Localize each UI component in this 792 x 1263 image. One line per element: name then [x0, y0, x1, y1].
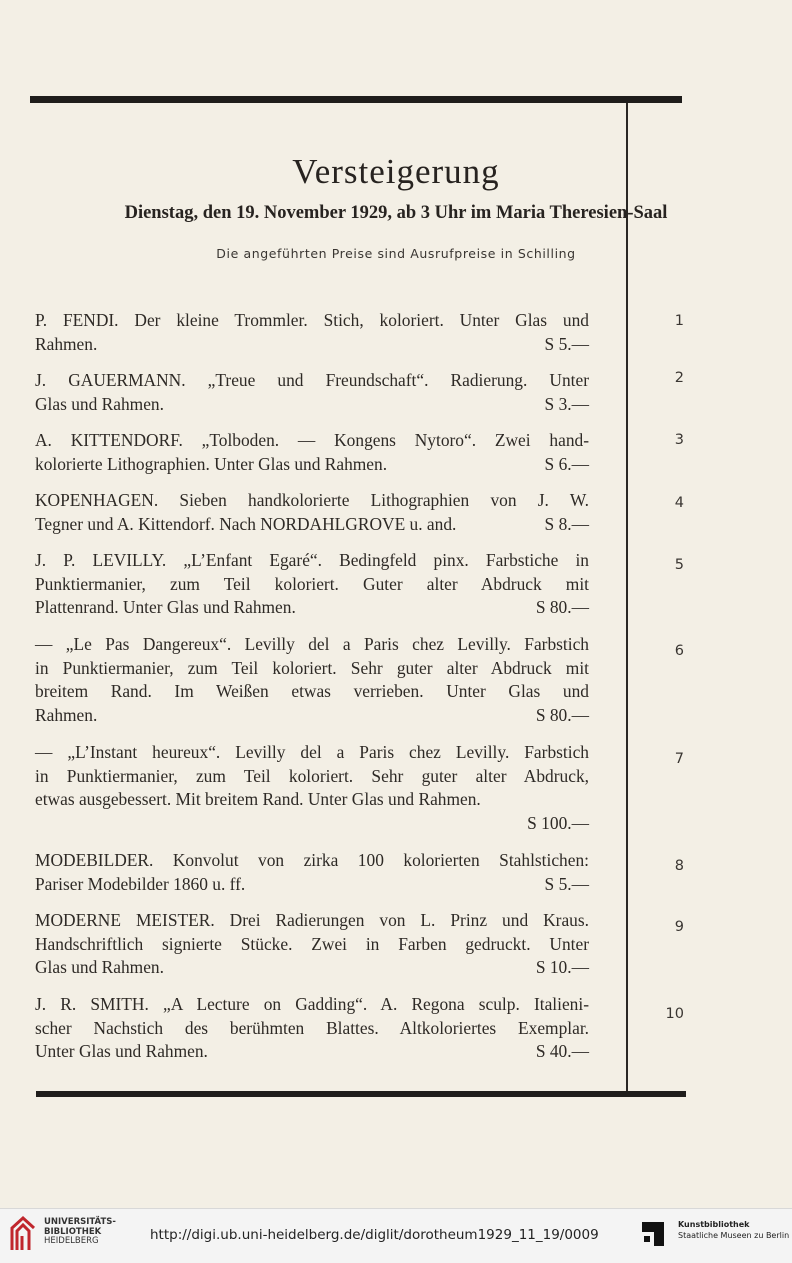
- lot-price: S 80.—: [535, 704, 589, 725]
- lot-text-line: S 3.— Glas und Rahmen.: [35, 393, 589, 417]
- lot-entry: [35, 633, 589, 727]
- lot-entry: [35, 909, 589, 980]
- kunstbibliothek-logo-icon: [640, 1218, 668, 1248]
- partner-name: Kunstbibliothek Staatliche Museen zu Berlin: [678, 1220, 790, 1240]
- lot-number: 8: [674, 858, 684, 874]
- lot-entry: [35, 993, 589, 1064]
- bottom-rule: [36, 1091, 686, 1097]
- lot-entry: [35, 369, 589, 416]
- lot-text-line: — „L’Instant heureux“. Levilly del a Paris chez Levilly. Farbstich: [35, 742, 589, 762]
- lot-number: 7: [674, 751, 684, 767]
- lot-text-line: S 5.— Rahmen.: [35, 333, 589, 357]
- lot-text-line: MODERNE MEISTER. Drei Radierungen von L. Prinz und Kraus.: [35, 910, 589, 930]
- lot-price: S 10.—: [535, 957, 589, 977]
- lot-number: 2: [674, 370, 684, 386]
- lot-entry: [35, 429, 589, 476]
- lot-price: S 100.—: [527, 812, 589, 833]
- lot-entry: [35, 849, 589, 896]
- lot-text-line: S 80.— Rahmen.: [35, 704, 589, 728]
- permalink-url[interactable]: http://digi.ub.uni-heidelberg.de/diglit/dorotheum1929_11_19/0009: [150, 1227, 599, 1243]
- top-rule: [30, 96, 682, 103]
- lot-price: S 5.—: [544, 873, 589, 894]
- lot-price: S 6.—: [544, 453, 589, 474]
- lot-price: S 40.—: [535, 1041, 589, 1061]
- lot-number: 9: [674, 919, 684, 935]
- lot-text-line: etwas ausgebessert. Mit breitem Rand. Unter Glas und Rahmen.: [35, 789, 481, 809]
- lot-text-line: KOPENHAGEN. Sieben handkolorierte Lithographien von J. W.: [35, 490, 589, 510]
- lot-text-line: MODEBILDER. Konvolut von zirka 100 kolorierten Stahlstichen:: [35, 850, 589, 870]
- lot-number: 10: [665, 1006, 684, 1022]
- lot-text-line: J. R. SMITH. „A Lecture on Gadding“. A. Regona sculp. Italieni-: [35, 994, 589, 1014]
- price-note: Die angeführten Preise sind Ausrufpreise in Schilling: [216, 246, 576, 261]
- lot-text-line: S 80.— Plattenrand. Unter Glas und Rahmen.: [35, 596, 589, 620]
- lot-number: 4: [674, 495, 684, 511]
- lot-text-line: J. GAUERMANN. „Treue und Freundschaft“. Radierung. Unter: [35, 370, 589, 390]
- lot-entry: [35, 549, 589, 620]
- university-library-name: UNIVERSITÄTS- BIBLIOTHEK HEIDELBERG: [44, 1217, 116, 1246]
- lot-price: S 80.—: [535, 597, 589, 617]
- lot-number: 6: [674, 643, 684, 659]
- lot-text-line: Punktiermanier, zum Teil koloriert. Guter alter Abdruck mit: [35, 573, 589, 594]
- page-title: Versteigerung: [292, 152, 500, 191]
- lot-price-line: [35, 812, 589, 836]
- lot-text-line: — „Le Pas Dangereux“. Levilly del a Paris chez Levilly. Farbstich: [35, 634, 589, 654]
- auction-date: Dienstag, den 19. November 1929, ab 3 Uhr im Maria Theresien-Saal: [124, 203, 668, 223]
- lot-text-line: S 40.— Unter Glas und Rahmen.: [35, 1040, 589, 1064]
- lot-number: 1: [674, 313, 684, 329]
- lot-text-line: S 6.— kolorierte Lithographien. Unter Glas und Rahmen.: [35, 453, 589, 477]
- university-library-logo-icon: [8, 1214, 38, 1254]
- lot-number: 5: [674, 557, 684, 573]
- lot-text-line: S 5.— Pariser Modebilder 1860 u. ff.: [35, 873, 589, 897]
- lot-price: S 3.—: [544, 393, 589, 414]
- lot-text-line: in Punktiermanier, zum Teil koloriert. Sehr guter alter Abdruck,: [35, 765, 589, 786]
- lot-text-line: breitem Rand. Im Weißen etwas verrieben. Unter Glas und: [35, 681, 589, 701]
- lot-number: 3: [674, 432, 684, 448]
- lot-entry: [35, 309, 589, 356]
- lot-text-line: A. KITTENDORF. „Tolboden. — Kongens Nytoro“. Zwei hand-: [35, 430, 589, 450]
- lot-text-line: S 8.— Tegner und A. Kittendorf. Nach NORDAHLGROVE u. and.: [35, 513, 589, 537]
- lot-text-line: scher Nachstich des berühmten Blattes. Altkoloriertes Exemplar.: [35, 1017, 589, 1038]
- lot-text-line: in Punktiermanier, zum Teil koloriert. Sehr guter alter Abdruck mit: [35, 657, 589, 678]
- lot-text-line: S 10.— Glas und Rahmen.: [35, 956, 589, 980]
- lot-entry: [35, 489, 589, 536]
- lot-price: S 8.—: [544, 513, 589, 534]
- lot-text-line: J. P. LEVILLY. „L’Enfant Egaré“. Bedingfeld pinx. Farbstiche in: [35, 550, 589, 570]
- lot-price: S 5.—: [544, 333, 589, 354]
- lot-text-line: P. FENDI. Der kleine Trommler. Stich, koloriert. Unter Glas und: [35, 310, 589, 330]
- lot-entry: [35, 741, 589, 835]
- lot-text-line: Handschriftlich signierte Stücke. Zwei in Farben gedruckt. Unter: [35, 933, 589, 954]
